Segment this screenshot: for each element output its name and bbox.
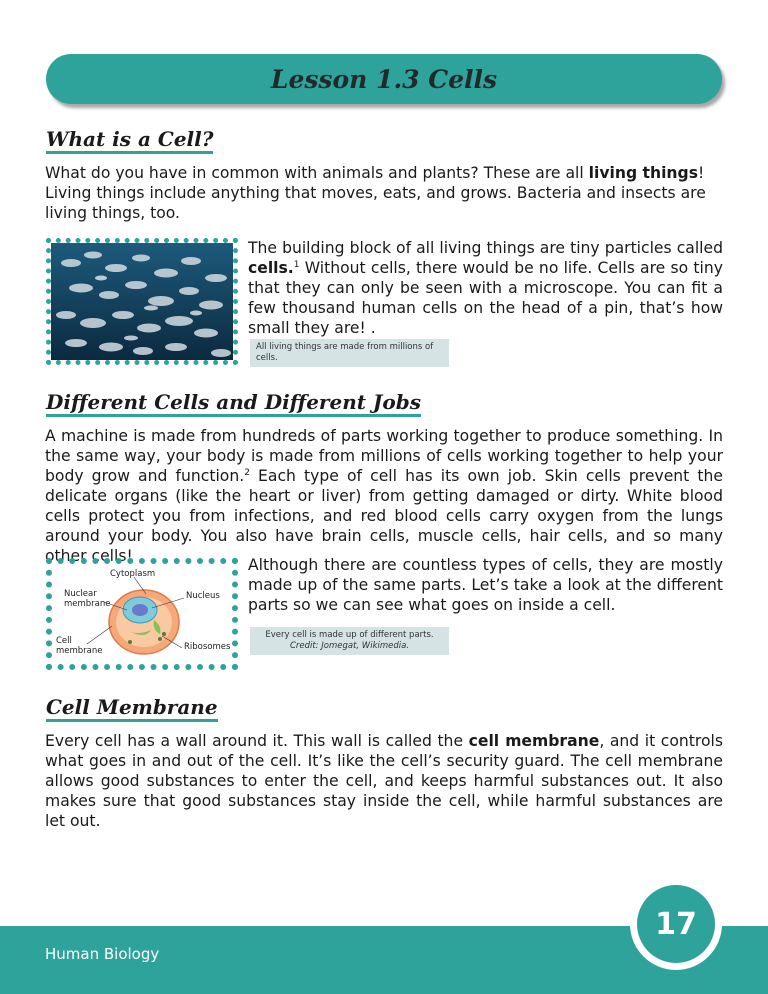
cell-parts-paragraph: Although there are countless types of cells, they are mostly made up of the same parts. Let’s take a look at the different parts so we can see what goes on inside a cell. (248, 556, 723, 614)
fish-image-caption: All living things are made from millions of cells. (250, 339, 449, 367)
cell-membrane-term: cell membrane (468, 732, 600, 750)
living-things-term: living things (588, 164, 698, 182)
cells-paragraph: The building block of all living things are tiny particles called cells.$^1$ Without cells, there would be no life. Cells are so tiny that they can only be seen with a microscope. You can fit a few thousand human cells on the head of a pin, that’s how small they are! . (248, 239, 723, 337)
title-banner (46, 54, 722, 104)
footnote-ref-2[interactable]: 2 (244, 467, 250, 478)
footnote-ref-1[interactable]: 1 (293, 259, 300, 270)
cell-diagram (46, 558, 238, 670)
label-cell-membrane-1: Cell (56, 636, 72, 646)
cell-diagram-caption: Every cell is made up of different parts. Credit: Jomegat, Wikimedia. (250, 627, 449, 655)
different-cells-paragraph: A machine is made from hundreds of parts working together to produce something. In the same way, your body is made from millions of cells working together to help your body grow and function.$^2$ Each type of cell has its own job. Skin cells prevent the delicate organs (like the heart or liver) from getting damaged or dirty. White blood cells protect you from infections, and red blood cells carry oxygen from the lungs around your body. You also have brain cells, muscle cells, hair cells, and so many other cells! (45, 427, 724, 565)
page-number-circle (637, 885, 715, 963)
footer-subject: Human Biology (45, 945, 160, 963)
page-number: 17 (655, 906, 697, 942)
intro-paragraph: What do you have in common with animals and plants? These are all living things! Living things include anything that moves, eats, and grows. Bacteria and insects are living things, too. (45, 164, 706, 222)
label-cytoplasm: Cytoplasm (110, 569, 156, 579)
heading-cell-membrane: Cell Membrane (46, 695, 218, 719)
cell-membrane-paragraph: Every cell has a wall around it. This wall is called the cell membrane, and it controls what goes in and out of the cell. It’s like the cell’s security guard. The cell membrane allows good substances to enter the cell, and keeps harmful substances out. It also makes sure that good substances stay inside the cell, while harmful substances are let out. (45, 732, 723, 830)
fish-school-image (46, 238, 238, 365)
label-nuclear-membrane-2: membrane (64, 599, 111, 609)
heading-what-is-a-cell: What is a Cell? (46, 127, 214, 151)
cells-term: cells (248, 259, 288, 277)
label-nuclear-membrane-1: Nuclear (64, 589, 97, 599)
heading-different-cells: Different Cells and Different Jobs (46, 390, 421, 414)
label-nucleus: Nucleus (186, 591, 220, 601)
image-credit: Credit: Jomegat, Wikimedia. (289, 641, 410, 651)
label-ribosomes: Ribosomes (184, 642, 231, 652)
page-title: Lesson 1.3 Cells (270, 64, 498, 94)
label-cell-membrane-2: membrane (56, 646, 103, 656)
